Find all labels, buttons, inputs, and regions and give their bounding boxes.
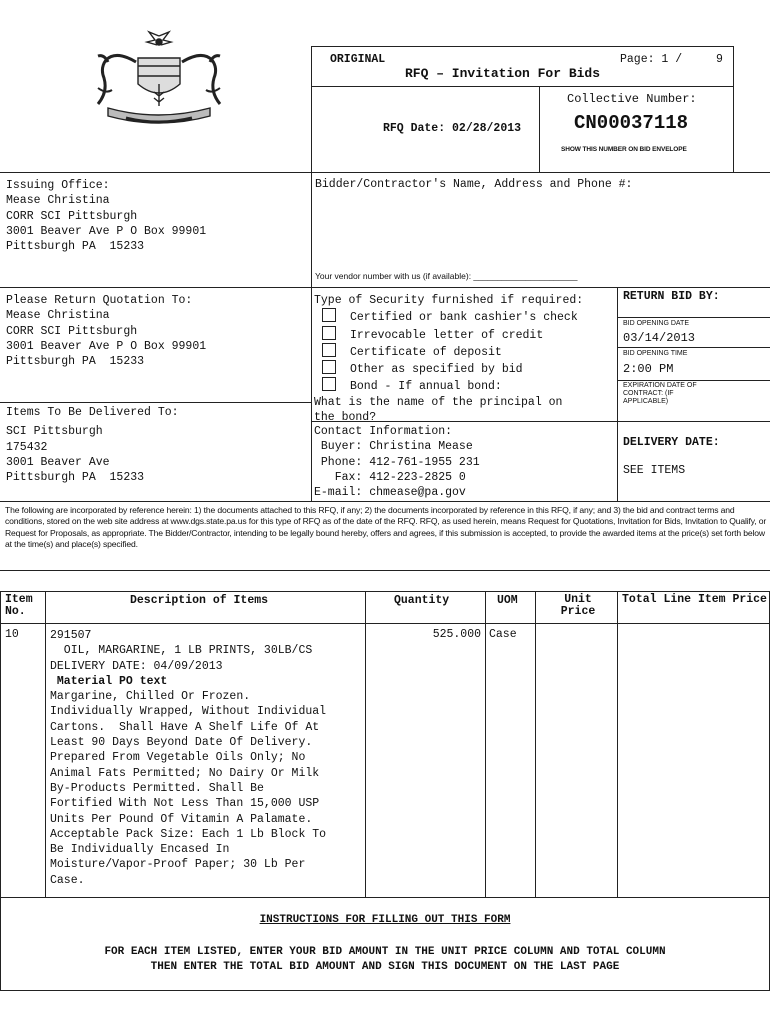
bid-opening-time-label: BID OPENING TIME <box>623 350 688 357</box>
quantity-value: 525.000 <box>432 628 481 641</box>
col-header-description: Description of Items <box>130 594 269 607</box>
unit-price-field[interactable] <box>540 628 612 890</box>
material-line: Cartons. Shall Have A Shelf Life Of At <box>50 720 320 734</box>
checkbox[interactable] <box>322 360 336 374</box>
delivered-to-line: SCI Pittsburgh <box>6 425 103 439</box>
instructions-line: FOR EACH ITEM LISTED, ENTER YOUR BID AMOUNT IN THE UNIT PRICE COLUMN AND TOTAL COLUMN <box>104 946 666 958</box>
collective-number: CN00037118 <box>574 112 689 134</box>
issuing-line: Pittsburgh PA 15233 <box>6 240 145 254</box>
page-total: 9 <box>716 53 723 66</box>
return-to-line: Mease Christina <box>6 309 110 323</box>
checkbox[interactable] <box>322 308 336 322</box>
material-line: Acceptable Pack Size: Each 1 Lb Block To <box>50 827 327 841</box>
checkbox[interactable] <box>322 343 336 357</box>
return-to-label: Please Return Quotation To: <box>6 294 193 307</box>
material-line: Individually Wrapped, Without Individual <box>50 705 327 719</box>
expiration-label: EXPIRATION DATE OF CONTRACT: (IF APPLICABLE) <box>623 382 697 405</box>
material-line: By-Products Permitted. Shall Be <box>50 781 264 795</box>
instructions-line: THEN ENTER THE TOTAL BID AMOUNT AND SIGN THIS DOCUMENT ON THE LAST PAGE <box>150 961 620 973</box>
material-line: Least 90 Days Beyond Date Of Delivery. <box>50 736 313 750</box>
return-bid-label: RETURN BID BY: <box>623 290 720 303</box>
material-line: Moisture/Vapor-Proof Paper; 30 Lb Per <box>50 858 306 872</box>
security-option[interactable]: Certified or bank cashier's check <box>322 308 583 325</box>
bidder-label: Bidder/Contractor's Name, Address and Phone #: <box>315 178 633 191</box>
contact-line: Buyer: Christina Mease <box>314 440 473 454</box>
bond-question: the bond? <box>314 411 377 425</box>
material-line: Units Per Pound Of Vitamin A Palamate. <box>50 812 313 826</box>
material-line: Case. <box>50 873 85 887</box>
issuing-line: CORR SCI Pittsburgh <box>6 209 138 223</box>
bid-opening-time: 2:00 PM <box>623 362 674 376</box>
security-option[interactable]: Irrevocable letter of credit <box>322 326 583 343</box>
item-number: 10 <box>5 628 19 641</box>
description-line: 291507 <box>50 629 92 642</box>
uom-value: Case <box>489 628 517 641</box>
col-header-item: Item No. <box>5 593 33 618</box>
material-line: Margarine, Chilled Or Frozen. <box>50 690 251 704</box>
contact-label: Contact Information: <box>314 425 453 438</box>
delivery-date-value: SEE ITEMS <box>623 464 686 477</box>
material-line: Prepared From Vegetable Oils Only; No <box>50 751 306 765</box>
issuing-line: Mease Christina <box>6 194 110 208</box>
return-to-line: CORR SCI Pittsburgh <box>6 324 138 338</box>
col-header-unit-price: Unit Price <box>560 593 596 618</box>
total-price-field[interactable] <box>622 628 764 890</box>
bond-question: What is the name of the principal on <box>314 395 563 409</box>
checkbox[interactable] <box>322 377 336 391</box>
original-label: ORIGINAL <box>330 53 386 66</box>
contact-line: Fax: 412-223-2825 0 <box>314 470 466 484</box>
security-label: Type of Security furnished if required: <box>314 294 584 307</box>
vendor-number-field[interactable]: Your vendor number with us (if available): ______________________ <box>315 271 578 281</box>
envelope-note: SHOW THIS NUMBER ON BID ENVELOPE <box>561 146 687 153</box>
return-to-line: 3001 Beaver Ave P O Box 99901 <box>6 339 207 353</box>
page-title: RFQ – Invitation For Bids <box>405 66 601 81</box>
checkbox[interactable] <box>322 326 336 340</box>
return-to-line: Pittsburgh PA 15233 <box>6 355 145 369</box>
contact-line: Phone: 412-761-1955 231 <box>314 455 480 469</box>
terms-paragraph: The following are incorporated by reference herein: 1) the documents attached to this RFQ, if any; 2) the documents incorporated by reference in this RFQ, if any; and 3) the bid and contract terms and conditions, stored on the web site address at www.dgs.state.pa.us for this type of RFQ as of the date of the RFQ. RFQ, as used herein, means Request for Quotations, Invitation for Bids, Invitation to Qualify, or Request for Proposals, as appropriate. The Bidder/Contractor, intending to be legally bound hereby, offers and agrees, if this submission is accepted, to provide the awarded items at the price(s) set forth below at the time(s) and place(s) specified. <box>5 505 767 550</box>
issuing-line: 3001 Beaver Ave P O Box 99901 <box>6 224 207 238</box>
instructions-title: INSTRUCTIONS FOR FILLING OUT THIS FORM <box>259 914 511 926</box>
collective-number-label: Collective Number: <box>567 92 697 106</box>
delivered-to-label: Items To Be Delivered To: <box>6 406 179 419</box>
rfq-date: RFQ Date: 02/28/2013 <box>383 122 522 135</box>
pennsylvania-seal-logo <box>68 28 250 128</box>
security-option[interactable]: Other as specified by bid <box>322 360 583 377</box>
material-line: Be Individually Encased In <box>50 843 230 857</box>
material-po-label: Material PO text <box>50 674 168 688</box>
col-header-quantity: Quantity <box>394 594 450 607</box>
bid-opening-date: 03/14/2013 <box>623 331 696 345</box>
description-line: DELIVERY DATE: 04/09/2013 <box>50 659 223 673</box>
bid-opening-date-label: BID OPENING DATE <box>623 320 689 327</box>
material-line: Fortified With Not Less Than 15,000 USP <box>50 797 320 811</box>
delivered-to-line: Pittsburgh PA 15233 <box>6 471 145 485</box>
security-option[interactable]: Bond - If annual bond: <box>322 377 583 394</box>
description-line: OIL, MARGARINE, 1 LB PRINTS, 30LB/CS <box>50 644 313 658</box>
security-option[interactable]: Certificate of deposit <box>322 343 583 360</box>
delivered-to-line: 3001 Beaver Ave <box>6 455 110 469</box>
col-header-uom: UOM <box>497 594 518 607</box>
page-label: Page: 1 / <box>620 53 683 66</box>
material-line: Animal Fats Permitted; No Dairy Or Milk <box>50 766 320 780</box>
contact-line: E-mail: chmease@pa.gov <box>314 486 466 500</box>
col-header-total: Total Line Item Price <box>622 593 767 606</box>
delivered-to-line: 175432 <box>6 440 48 454</box>
issuing-office-label: Issuing Office: <box>6 179 110 192</box>
delivery-date-label: DELIVERY DATE: <box>623 436 720 449</box>
